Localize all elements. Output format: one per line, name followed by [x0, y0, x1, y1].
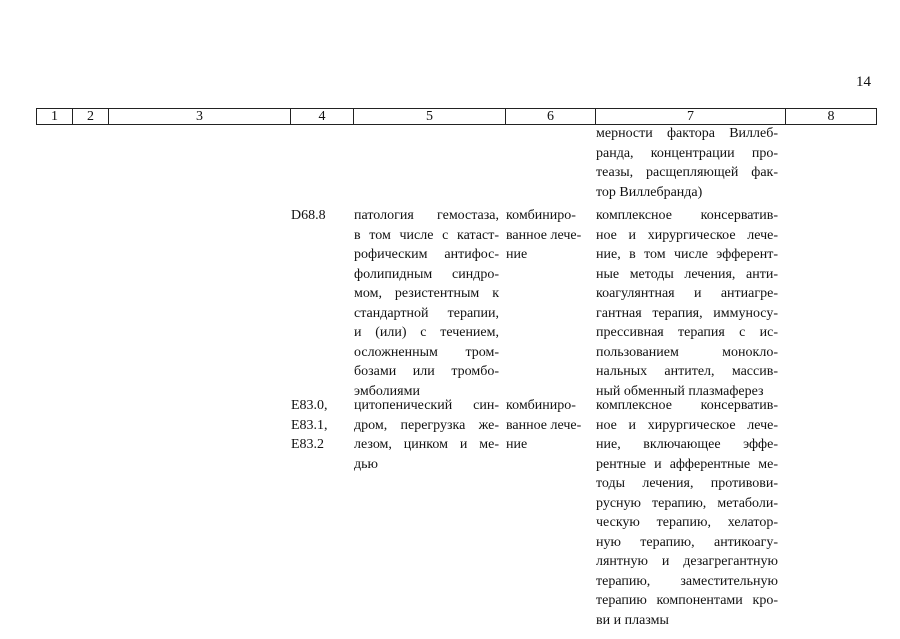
text-line: ние, в том числе эфферент- [596, 247, 778, 262]
text-line: коагулянтная и антиагре- [596, 286, 778, 301]
text-line: ческую терапию, хелатор- [596, 515, 778, 530]
text-line: ние [506, 247, 528, 262]
text-line: ние, включающее эффе- [596, 437, 778, 452]
icd-code: D68.8 [291, 208, 326, 223]
text-line: ные методы лечения, анти- [596, 266, 778, 282]
row-2-treatment-method [596, 396, 778, 630]
row-2-codes [291, 396, 343, 455]
text-line: рентные и афферентные ме- [596, 456, 778, 472]
header-col-7: 7 [596, 109, 786, 125]
column-number-header [36, 108, 877, 125]
row-1-treatment-method [596, 206, 778, 401]
text-line: и (или) с течением, [354, 325, 499, 340]
page-number: 14 [856, 74, 871, 90]
text-line: мом, резистентным к [354, 286, 499, 301]
text-line: гантная терапия, иммуносу- [596, 305, 778, 321]
text-line: патология гемостаза, [354, 208, 499, 223]
header-col-2: 2 [73, 109, 109, 125]
text-line: лянтную и дезагрегантную [596, 554, 778, 569]
text-line: ное и хирургическое лече- [596, 417, 778, 433]
text-line: фолипидным синдро- [354, 266, 499, 282]
row-1-treatment-type [506, 206, 592, 265]
text-line: комбиниро- [506, 208, 576, 223]
text-line: теазы, расщепляющей фак- [596, 165, 778, 180]
header-col-6: 6 [506, 109, 596, 125]
text-line: ванное лече- [506, 227, 582, 243]
header-col-3: 3 [109, 109, 291, 125]
text-line: ви и плазмы [596, 612, 669, 628]
row-1-codes [291, 206, 343, 226]
text-line: в том числе с катаст- [354, 227, 499, 243]
icd-code: E83.1, [291, 417, 328, 433]
text-line: дью [354, 456, 378, 472]
icd-code: E83.2 [291, 437, 325, 452]
header-col-4: 4 [291, 109, 354, 125]
row-1-disease [354, 206, 499, 401]
continuation-treatment-method [596, 124, 778, 202]
text-line: эмболиями [354, 383, 420, 399]
text-line: комплексное консерватив- [596, 208, 778, 223]
text-line: мерности фактора Виллеб- [596, 126, 778, 141]
text-line: пользованием монокло- [596, 344, 778, 360]
text-line: терапию компонентами кро- [596, 593, 778, 608]
text-line: ванное лече- [506, 417, 582, 433]
text-line: цитопенический син- [354, 398, 499, 413]
text-line: ранда, концентрации про- [596, 145, 778, 161]
header-col-8: 8 [786, 109, 877, 125]
text-line: тоды лечения, противови- [596, 476, 778, 491]
text-line: осложненным тром- [354, 344, 499, 360]
text-line: комбиниро- [506, 398, 576, 413]
icd-code: E83.0, [291, 398, 328, 413]
text-line: русную терапию, метаболи- [596, 495, 778, 511]
text-line: ное и хирургическое лече- [596, 227, 778, 243]
text-line: нальных антител, массив- [596, 364, 778, 379]
row-2-disease [354, 396, 499, 474]
text-line: ный обменный плазмаферез [596, 383, 764, 399]
text-line: бозами или тромбо- [354, 364, 499, 379]
text-line: тор Виллебранда) [596, 184, 703, 200]
header-col-5: 5 [354, 109, 506, 125]
text-line: стандартной терапии, [354, 305, 499, 321]
row-2-treatment-type [506, 396, 592, 455]
text-line: рофическим антифос- [354, 247, 499, 262]
text-line: ние [506, 437, 528, 452]
text-line: комплексное консерватив- [596, 398, 778, 413]
text-line: терапию, заместительную [596, 573, 778, 589]
text-line: ную терапию, антикоагу- [596, 534, 778, 550]
text-line: лезом, цинком и ме- [354, 437, 499, 452]
header-col-1: 1 [37, 109, 73, 125]
text-line: дром, перегрузка же- [354, 417, 499, 433]
text-line: прессивная терапия с ис- [596, 325, 778, 340]
